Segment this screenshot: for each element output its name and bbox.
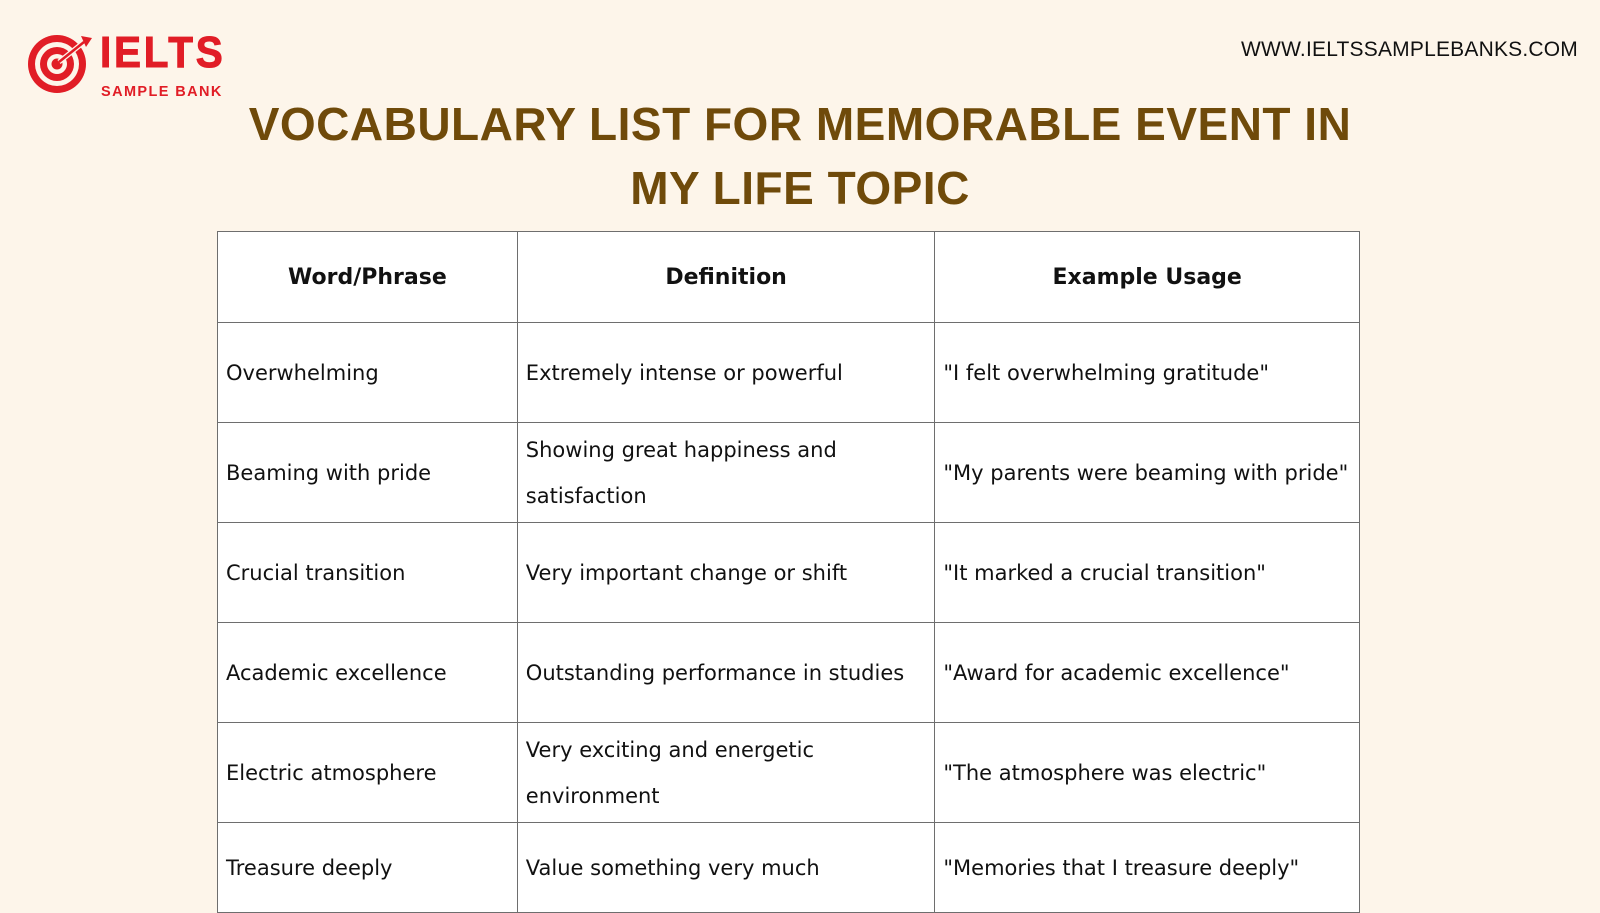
cell-definition: Showing great happiness and satisfaction bbox=[517, 423, 935, 523]
table-row bbox=[218, 423, 1360, 523]
table-row bbox=[218, 523, 1360, 623]
page-title-line-2: MY LIFE TOPIC bbox=[630, 162, 970, 214]
target-arrow-icon bbox=[26, 32, 96, 102]
brand-subtitle: SAMPLE BANK bbox=[101, 84, 223, 100]
cell-example: "Award for academic excellence" bbox=[935, 623, 1360, 723]
table-row bbox=[218, 723, 1360, 823]
cell-example: "Memories that I treasure deeply" bbox=[935, 823, 1360, 913]
cell-example: "My parents were beaming with pride" bbox=[935, 423, 1360, 523]
vocabulary-table bbox=[217, 231, 1360, 913]
table-row bbox=[218, 323, 1360, 423]
cell-definition: Very exciting and energetic environment bbox=[517, 723, 935, 823]
cell-definition: Value something very much bbox=[517, 823, 935, 913]
cell-example: "I felt overwhelming gratitude" bbox=[935, 323, 1360, 423]
column-header-word: Word/Phrase bbox=[218, 232, 518, 323]
cell-example: "It marked a crucial transition" bbox=[935, 523, 1360, 623]
table-row bbox=[218, 623, 1360, 723]
cell-definition: Very important change or shift bbox=[517, 523, 935, 623]
cell-word: Crucial transition bbox=[218, 523, 518, 623]
cell-word: Treasure deeply bbox=[218, 823, 518, 913]
brand-name: IELTS bbox=[100, 28, 226, 77]
cell-word: Overwhelming bbox=[218, 323, 518, 423]
column-header-definition: Definition bbox=[517, 232, 935, 323]
cell-definition: Extremely intense or powerful bbox=[517, 323, 935, 423]
table-row bbox=[218, 823, 1360, 913]
cell-definition: Outstanding performance in studies bbox=[517, 623, 935, 723]
page-title-line-1: VOCABULARY LIST FOR MEMORABLE EVENT IN bbox=[248, 98, 1352, 150]
page-title bbox=[200, 92, 1400, 220]
site-url[interactable]: WWW.IELTSSAMPLEBANKS.COM bbox=[1241, 38, 1578, 61]
column-header-example: Example Usage bbox=[935, 232, 1360, 323]
cell-word: Academic excellence bbox=[218, 623, 518, 723]
cell-example: "The atmosphere was electric" bbox=[935, 723, 1360, 823]
cell-word: Electric atmosphere bbox=[218, 723, 518, 823]
cell-word: Beaming with pride bbox=[218, 423, 518, 523]
table-header-row bbox=[218, 232, 1360, 323]
